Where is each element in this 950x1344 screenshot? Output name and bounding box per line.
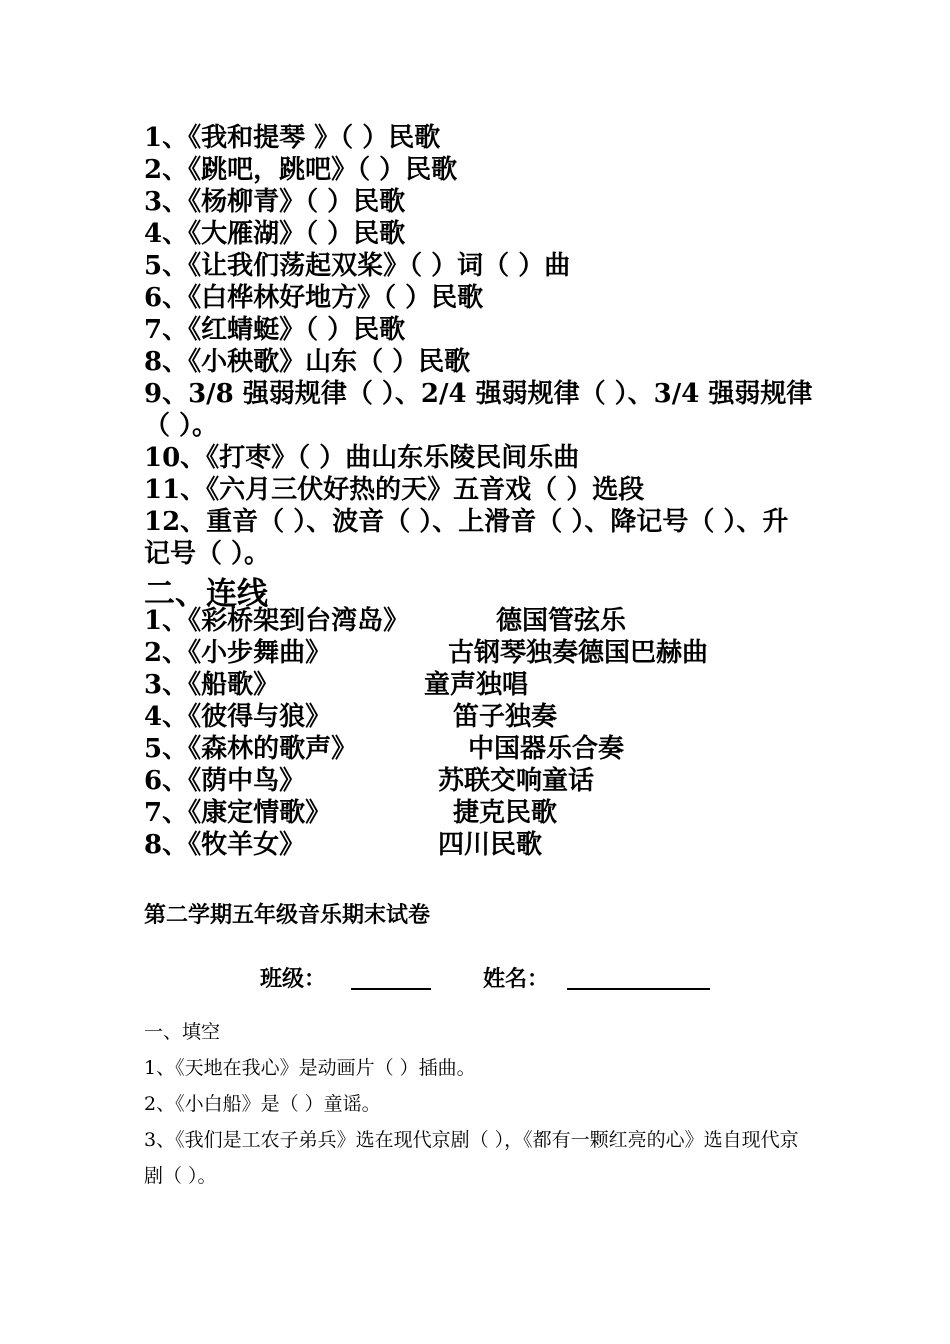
match-right-8: 四川民歌 — [438, 830, 543, 860]
question-2: 2、《小白船》是（ ）童谣。 — [144, 1093, 381, 1115]
fill-item-12: 12、重音（ ）、波音（ ）、上滑音（ ）、降记号（ ）、升记号（ ）。 — [144, 507, 789, 569]
section-heading-matching: 二、连线 — [144, 576, 268, 612]
match-left-7: 7、《康定情歌》 — [144, 798, 332, 828]
match-left-3: 3、《船歌》 — [144, 670, 280, 700]
match-left-6: 6、《荫中鸟》 — [144, 766, 306, 796]
name-field[interactable] — [567, 966, 710, 990]
class-field[interactable] — [351, 966, 431, 990]
match-right-7: 捷克民歌 — [453, 798, 558, 828]
fill-item-9: 9、3/8 强弱规律（ ）、2/4 强弱规律（ ）、3/4 强弱规律（ ）。 — [144, 379, 813, 441]
fill-item-8: 8、《小秧歌》山东（ ）民歌 — [144, 347, 471, 377]
fill-item-3: 3、《杨柳青》（ ）民歌 — [144, 187, 406, 217]
match-left-2: 2、《小步舞曲》 — [144, 638, 332, 668]
match-right-6: 苏联交响童话 — [438, 766, 595, 796]
match-right-2: 古钢琴独奏德国巴赫曲 — [448, 638, 709, 668]
match-right-5: 中国器乐合奏 — [468, 734, 625, 764]
match-left-4: 4、《彼得与狼》 — [144, 702, 332, 732]
match-left-5: 5、《森林的歌声》 — [144, 734, 358, 764]
fill-item-10: 10、《打枣》（ ）曲山东乐陵民间乐曲 — [144, 443, 580, 473]
question-3: 3、《我们是工农子弟兵》选在现代京剧（ ），《都有一颗红亮的心》选自现代京剧（ ）。 — [144, 1129, 799, 1187]
name-label: 姓名： — [483, 966, 550, 992]
match-left-1: 1、《彩桥架到台湾岛》 — [144, 606, 410, 636]
section-heading-fill: 一、填空 — [144, 1021, 221, 1043]
fill-item-2: 2、《跳吧，跳吧》（ ）民歌 — [144, 155, 458, 185]
class-label: 班级： — [260, 966, 327, 992]
fill-item-11: 11、《六月三伏好热的天》五音戏（ ）选段 — [144, 475, 645, 505]
fill-item-7: 7、《红蜻蜓》（ ）民歌 — [144, 315, 406, 345]
match-right-3: 童声独唱 — [424, 670, 529, 700]
fill-item-1: 1、《我和提琴 》（ ）民歌 — [144, 123, 441, 153]
exam-title: 第二学期五年级音乐期末试卷 — [144, 902, 431, 928]
question-1: 1、《天地在我心》是动画片（ ）插曲。 — [144, 1057, 476, 1079]
match-right-1: 德国管弦乐 — [496, 606, 627, 636]
match-right-4: 笛子独奏 — [453, 702, 558, 732]
match-left-8: 8、《牧羊女》 — [144, 830, 306, 860]
fill-item-6: 6、《白桦林好地方》（ ）民歌 — [144, 283, 484, 313]
fill-item-5: 5、《让我们荡起双桨》（ ）词（ ）曲 — [144, 251, 571, 281]
fill-item-4: 4、《大雁湖》（ ）民歌 — [144, 219, 406, 249]
